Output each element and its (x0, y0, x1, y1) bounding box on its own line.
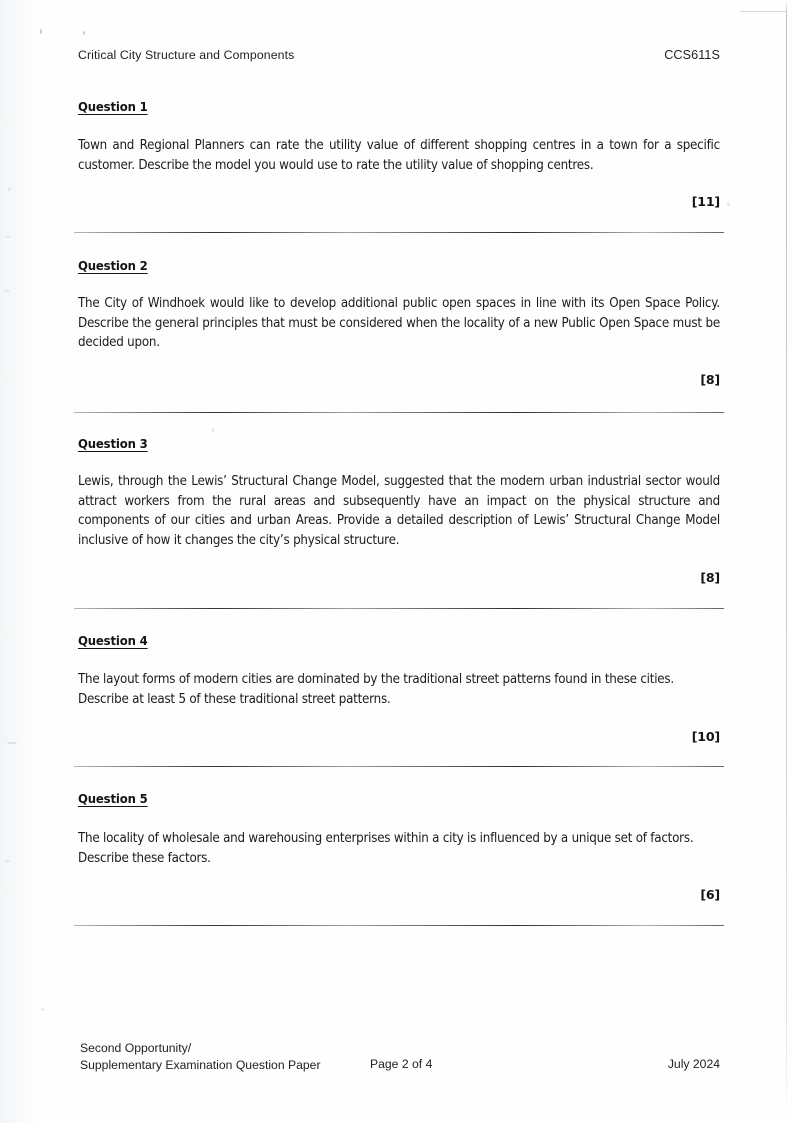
exam-type (80, 1040, 321, 1073)
question-heading-2: Question 2 (78, 258, 148, 273)
question-marks-3: [8] (700, 570, 720, 585)
scan-speck (4, 290, 10, 292)
page-footer (80, 1040, 720, 1074)
question-text-5: The locality of wholesale and warehousing enterprises within a city is influenced by a unique set of factors. Describe these factors. (78, 831, 694, 866)
question-text-container-5 (78, 829, 720, 868)
question-block-3 (78, 436, 720, 451)
question-heading-3: Question 3 (78, 436, 148, 451)
exam-type-line-1: Second Opportunity/ (80, 1041, 192, 1055)
scan-speck (6, 236, 10, 238)
section-divider (74, 925, 724, 926)
question-block-1 (78, 99, 720, 114)
question-marks-container-5 (78, 887, 720, 902)
question-marks-container-1 (78, 194, 720, 209)
question-block-5 (78, 791, 720, 806)
section-divider (74, 412, 724, 413)
question-text-container-1 (78, 136, 720, 175)
scan-speck (212, 428, 214, 432)
page-number: Page 2 of 4 (370, 1056, 433, 1071)
scan-speck (40, 29, 42, 34)
question-text-3: Lewis, through the Lewis’ Structural Change Model, suggested that the modern urban industrial sector would attract workers from the rural areas and subsequently have an impact on the physical structure and components of our cities and urban Areas. Provide a detailed description of Lewis’ Structural Change Model inclusive of how it changes the city’s physical structure. (78, 474, 720, 548)
question-marks-container-3 (78, 570, 720, 585)
scan-page-edge-right (786, 0, 787, 1123)
question-text-2: The City of Windhoek would like to develop additional public open spaces in line with its Open Space Policy. Describe the general principles that must be considered when the locality of a new Public Open Space must be decided upon. (78, 296, 720, 351)
exam-date: July 2024 (667, 1056, 720, 1071)
section-divider (74, 232, 724, 233)
question-marks-container-2 (78, 372, 720, 387)
course-title: Critical City Structure and Components (78, 48, 295, 62)
question-marks-5: [6] (700, 887, 720, 902)
question-block-4 (78, 633, 720, 648)
question-marks-4: [10] (691, 729, 720, 744)
scan-speck (727, 203, 730, 206)
exam-type-line-2: Supplementary Examination Question Paper (80, 1057, 321, 1072)
question-marks-container-4 (78, 729, 720, 744)
question-heading-5: Question 5 (78, 791, 148, 806)
scan-speck (5, 860, 10, 862)
question-heading-1: Question 1 (78, 99, 148, 114)
scan-speck (83, 31, 85, 35)
question-text-container-4 (78, 670, 720, 709)
scan-speck (8, 188, 11, 191)
question-marks-2: [8] (700, 372, 720, 387)
question-heading-4: Question 4 (78, 633, 148, 648)
scan-speck (7, 742, 17, 744)
question-marks-1: [11] (691, 194, 720, 209)
question-text-4: The layout forms of modern cities are dominated by the traditional street patterns found in these cities. Describe at least 5 of these traditional street patterns. (78, 672, 674, 707)
question-text-container-3 (78, 472, 720, 550)
section-divider (74, 766, 724, 767)
scan-speck (41, 1008, 44, 1011)
course-code: CCS611S (664, 48, 720, 62)
scan-page-edge-top (740, 11, 786, 12)
question-text-1: Town and Regional Planners can rate the utility value of different shopping centres in a town for a specific customer. Describe the model you would use to rate the utility value of shopping centres. (78, 138, 720, 173)
scan-left-tint (0, 0, 36, 1123)
question-block-2 (78, 258, 720, 273)
section-divider (74, 608, 724, 609)
page-header (78, 48, 720, 62)
question-text-container-2 (78, 294, 720, 353)
